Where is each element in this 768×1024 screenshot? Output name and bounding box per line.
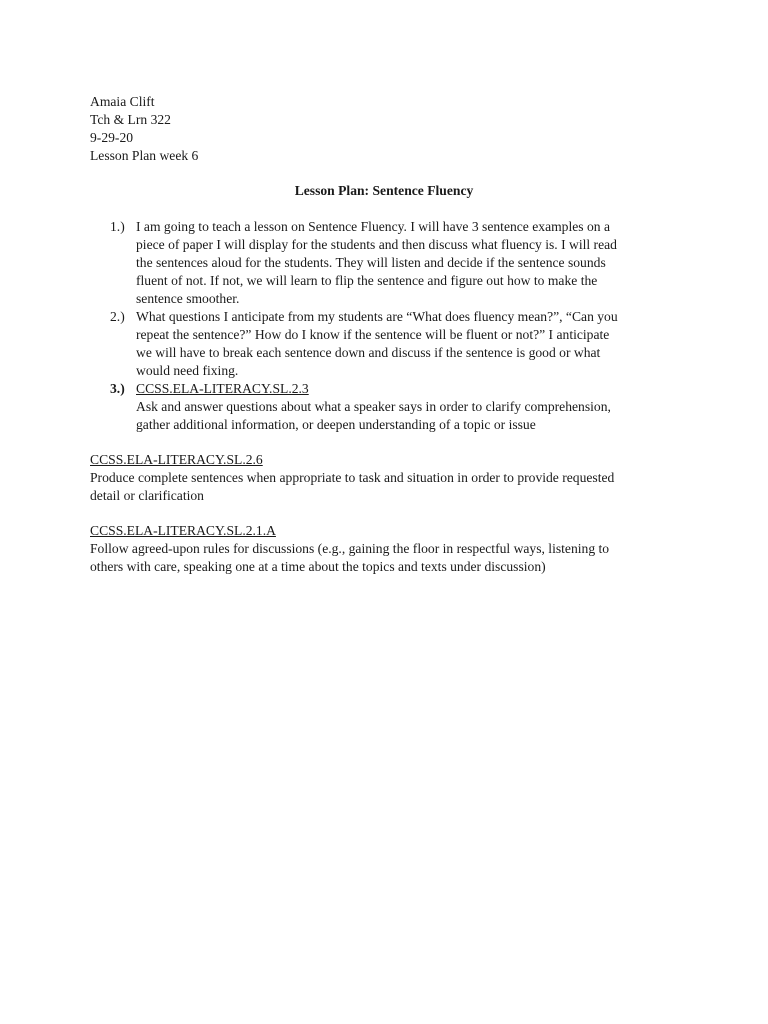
standard-code: CCSS.ELA-LITERACY.SL.2.6 — [90, 452, 263, 467]
standard-line: Follow agreed-upon rules for discussions (e.g., gaining the floor in respectful ways, listening to — [90, 541, 610, 556]
author-name: Amaia Clift — [90, 94, 155, 109]
list-item-line: piece of paper I will display for the students and then discuss what fluency is. I will read — [136, 237, 617, 252]
standard-line: detail or clarification — [90, 488, 204, 503]
document-date: 9-29-20 — [90, 130, 134, 145]
standard-code: CCSS.ELA-LITERACY.SL.2.1.A — [90, 523, 276, 538]
list-item-line: repeat the sentence?” How do I know if the sentence will be fluent or not?” I anticipate — [136, 327, 610, 342]
list-item-line: would need fixing. — [136, 363, 239, 378]
list-item — [110, 218, 680, 308]
standard-block — [90, 451, 690, 505]
standard-block — [90, 522, 690, 576]
list-item-line: What questions I anticipate from my students are “What does fluency mean?”, “Can you — [136, 309, 618, 324]
standard-line: others with care, speaking one at a time about the topics and texts under discussion) — [90, 559, 546, 574]
list-item-number: 3.) — [110, 381, 125, 396]
list-item-number: 2.) — [110, 309, 125, 324]
list-item — [110, 308, 680, 380]
standard-code: CCSS.ELA-LITERACY.SL.2.3 — [136, 381, 309, 396]
document-subject: Lesson Plan week 6 — [90, 148, 199, 163]
course-name: Tch & Lrn 322 — [90, 112, 171, 127]
list-item — [110, 380, 680, 434]
list-item-line: sentence smoother. — [136, 291, 240, 306]
list-item-line: gather additional information, or deepen understanding of a topic or issue — [136, 417, 536, 432]
list-item-line: we will have to break each sentence down and discuss if the sentence is good or what — [136, 345, 601, 360]
list-item-number: 1.) — [110, 219, 125, 234]
page-title: Lesson Plan: Sentence Fluency — [294, 183, 474, 198]
list-item-line: I am going to teach a lesson on Sentence Fluency. I will have 3 sentence examples on a — [136, 219, 610, 234]
list-item-line: fluent of not. If not, we will learn to flip the sentence and figure out how to make the — [136, 273, 598, 288]
numbered-list — [110, 218, 680, 434]
list-item-line: Ask and answer questions about what a speaker says in order to clarify comprehension, — [136, 399, 611, 414]
document-header — [90, 93, 198, 165]
list-item-line: the sentences aloud for the students. They will listen and decide if the sentence sounds — [136, 255, 606, 270]
standard-line: Produce complete sentences when appropriate to task and situation in order to provide requested — [90, 470, 615, 485]
